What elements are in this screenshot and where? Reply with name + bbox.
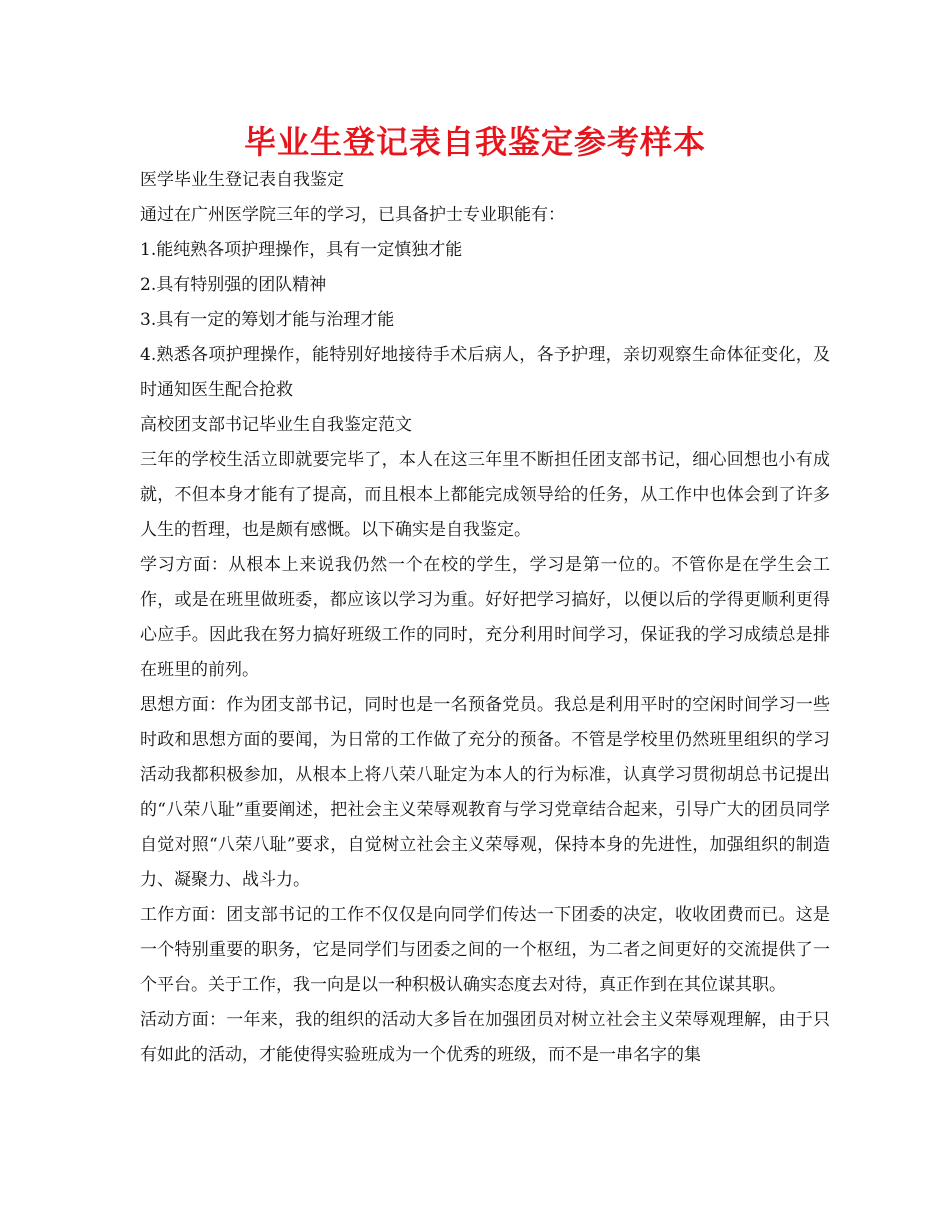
paragraph-activity: 活动方面：一年来，我的组织的活动大多旨在加强团员对树立社会主义荣辱观理解，由于只有如此的活动，才能使得实验班成为一个优秀的班级，而不是一串名字的集 <box>140 1010 830 1065</box>
list-item-1: 1.能纯熟各项护理操作，具有一定慎独才能 <box>140 240 463 260</box>
paragraph-intro: 通过在广州医学院三年的学习，已具备护士专业职能有： <box>140 205 565 225</box>
document-title: 毕业生登记表自我鉴定参考样本 <box>243 123 706 161</box>
document-body <box>140 163 830 1073</box>
paragraph-heading-medical: 医学毕业生登记表自我鉴定 <box>140 170 344 190</box>
paragraph-summary: 三年的学校生活立即就要完毕了，本人在这三年里不断担任团支部书记，细心回想也小有成就，不但本身才能有了提高，而且根本上都能完成领导给的任务，从工作中也体会到了许多人生的哲理，也是颇有感慨。以下确实是自我鉴定。 <box>140 450 830 540</box>
list-item-3: 3.具有一定的筹划才能与治理才能 <box>140 310 395 330</box>
list-item-4: 4.熟悉各项护理操作，能特别好地接待手术后病人，各予护理，亲切观察生命体征变化，及时通知医生配合抢救 <box>140 345 830 400</box>
paragraph-heading-league: 高校团支部书记毕业生自我鉴定范文 <box>140 415 412 435</box>
paragraph-work: 工作方面：团支部书记的工作不仅仅是向同学们传达一下团委的决定，收收团费而已。这是一个特别重要的职务，它是同学们与团委之间的一个枢纽，为二者之间更好的交流提供了一个平台。关于工作，我一向是以一种积极认确实态度去对待，真正作到在其位谋其职。 <box>140 905 830 995</box>
list-item-2: 2.具有特别强的团队精神 <box>140 275 327 295</box>
paragraph-thought: 思想方面：作为团支部书记，同时也是一名预备党员。我总是利用平时的空闲时间学习一些时政和思想方面的要闻，为日常的工作做了充分的预备。不管是学校里仍然班里组织的学习活动我都积极参加，从根本上将八荣八耻定为本人的行为标准，认真学习贯彻胡总书记提出的“八荣八耻”重要阐述，把社会主义荣辱观教育与学习党章结合起来，引导广大的团员同学自觉对照“八荣八耻”要求，自觉树立社会主义荣辱观，保持本身的先进性，加强组织的制造力、凝聚力、战斗力。 <box>140 695 830 890</box>
paragraph-study: 学习方面：从根本上来说我仍然一个在校的学生，学习是第一位的。不管你是在学生会工作，或是在班里做班委，都应该以学习为重。好好把学习搞好，以便以后的学得更顺利更得心应手。因此我在努力搞好班级工作的同时，充分利用时间学习，保证我的学习成绩总是排在班里的前列。 <box>140 555 830 680</box>
